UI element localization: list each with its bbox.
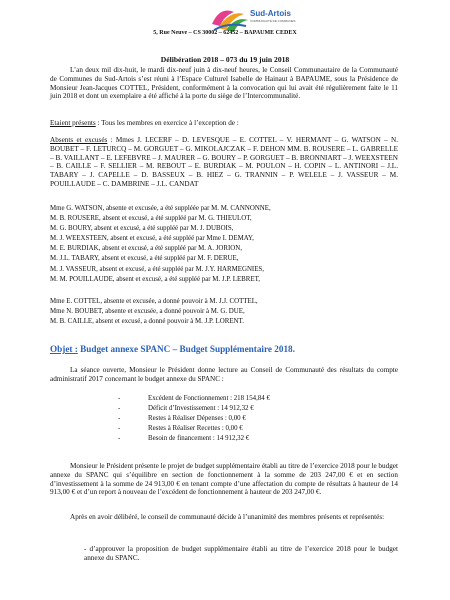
pouvoirs-list bbox=[50, 297, 410, 327]
objet-text: Budget annexe SPANC – Budget Supplémentaire 2018. bbox=[77, 344, 295, 354]
figure-row bbox=[118, 394, 270, 404]
figure-row bbox=[118, 434, 270, 444]
supplees-list bbox=[50, 204, 410, 285]
presence-text: : Tous les membres en exercice à l’exception de : bbox=[95, 119, 239, 127]
figure-dash: - bbox=[118, 395, 121, 402]
figure-text: Restes à Réaliser Recettes : 0,00 € bbox=[148, 425, 243, 433]
absents-label: Absents et excusés bbox=[50, 136, 108, 144]
supplee-line: M. J. WEEXSTEEN, absent et excusé, a été suppléé par Mme I. DEMAY, bbox=[50, 235, 254, 243]
figure-dash: - bbox=[118, 435, 121, 443]
supplee-line: M. B. ROUSERE, absent et excusé, a été suppléé par M. G. THIEULOT, bbox=[50, 215, 252, 223]
decision-paragraph: - d’approuver la proposition de budget supplémentaire établi au titre de l’exercice 2018 pour le budget annexe du SPANC. bbox=[84, 545, 398, 562]
presence-label: Etaient présents bbox=[50, 119, 96, 127]
supplee-line: M. E. BURDIAK, absent et excusé, a été suppléé par M. A. JORION, bbox=[50, 245, 242, 253]
figure-dash: - bbox=[118, 425, 121, 433]
figure-dash: - bbox=[118, 405, 121, 413]
figure-text: Besoin de financement : 14 912,32 € bbox=[148, 435, 250, 443]
pouvoir-line: M. B. CAILLE, absent et excusé, a donné pouvoir à M. J.P. LORENT. bbox=[50, 318, 244, 326]
supplee-line: Mme G. WATSON, absente et excusée, a été suppléée par M. M. CANNONNE, bbox=[50, 205, 271, 212]
supplee-line: M. M. POUILLAUDE, absent et excusé, a été suppléé par M. J.P. LEBRET, bbox=[50, 275, 260, 283]
apres-paragraph: Après en avoir délibéré, le conseil de communauté décide à l’unanimité des membres présents et représentés: bbox=[70, 513, 385, 521]
deliberation-title: Délibération 2018 – 073 du 19 juin 2018 bbox=[160, 55, 290, 64]
logo-subtext: COMMUNAUTÉ DE COMMUNES bbox=[250, 19, 296, 23]
figures-list bbox=[118, 394, 270, 444]
figure-row bbox=[118, 404, 270, 414]
presence-line bbox=[50, 119, 398, 128]
pouvoir-line: Mme N. BOUBET, absente et excusée, a donné pouvoir à M. G. DUE, bbox=[50, 308, 245, 316]
pouvoir-line: Mme E. COTTEL, absente et excusée, a donné pouvoir à M. J.J. COTTEL, bbox=[50, 298, 258, 305]
figure-dash: - bbox=[118, 415, 121, 423]
seance-paragraph: La séance ouverte, Monsieur le Président donne lecture au Conseil de Communauté des résultats du compte administratif 2017 concernant le budget annexe du SPANC : bbox=[50, 366, 398, 383]
supplee-line: M. J.L. TABARY, absent et excusé, a été suppléé par M. F. DERUE, bbox=[50, 255, 239, 263]
figure-text: Restes à Réaliser Dépenses : 0,00 € bbox=[148, 415, 246, 423]
supplee-line: M. G. BOURY, absent et excusé, a été suppléé par M. J. DUBOIS, bbox=[50, 225, 234, 233]
supplee-line: M. J. VASSEUR, absent et excusé, a été suppléé par M. J.Y. HARMEGNIES, bbox=[50, 265, 264, 273]
figure-text: Excédent de Fonctionnement : 218 154,84 € bbox=[148, 395, 270, 402]
figure-row bbox=[118, 424, 270, 434]
address: 5, Rue Neuve – CS 30002 – 62452 – BAPAUME CEDEX bbox=[153, 30, 297, 36]
figure-row bbox=[118, 414, 270, 424]
absents-text: : Mmes J. LECERF – D. LEVESQUE – E. COTTEL – V. HERMANT – G. WATSON – N. BOUBET – F. LETURCQ – M. GORGUET – G. MIKOLAJCZAK – F. DEHON MM. B. ROUSERE – L. GABRELLE – B. VAILLANT – E. LEFEBVRE – J. MAURER – G. BOURY – P. GORGUET – B. BRONNIART – J. WEEXSTEEN – B. CAILLE – F. SELLIER – M. REBOUT – E. BURDIAK – M. POULON – H. COPIN – L. ANTINORI – J.L. TABARY – J. CAPELLE – D. BASSEUX – B. HIEZ – G. TRANNIN – P. WELELE – J. VASSEUR – M. POUILLAUDE – C. DAMBRINE – J.L. CANDAT bbox=[50, 136, 398, 188]
logo-text: Sud-Artois bbox=[250, 9, 291, 18]
figure-text: Déficit d’Investissement : 14 912,32 € bbox=[148, 405, 254, 413]
objet-label: Objet : bbox=[50, 344, 78, 354]
objet-heading bbox=[50, 344, 295, 354]
intro-paragraph: L’an deux mil dix-huit, le mardi dix-neuf juin à dix-neuf heures, le Conseil Communautaire de la Communauté de Communes du Sud-Artois s’est réuni à l’Espace Culturel Isabelle de Hainaut à BAPAUME, sous la Présidence de Monsieur Jean-Jacques COTTEL, Président, conformément à la convocation qui lui avait été régulièrement faite le 11 juin 2018 et dont un exemplaire a été affiché à la porte du siège de l’Intercommunalité. bbox=[50, 66, 398, 101]
absents-paragraph bbox=[50, 136, 398, 189]
presentation-paragraph: Monsieur le Président présente le projet de budget supplémentaire établi au titre de l’exercice 2018 pour le budget annexe du SPANC qui s’équilibre en section de fonctionnement à la somme de 203 247,00 € et en section d’investissement à la somme de 24 913,00 € en tenant compte d’une affectation du compte de résultats à hauteur de 14 913,00 € et d’un report à nouveau de l’excédent de fonctionnement à hauteur de 203 247,00 €. bbox=[50, 462, 398, 497]
